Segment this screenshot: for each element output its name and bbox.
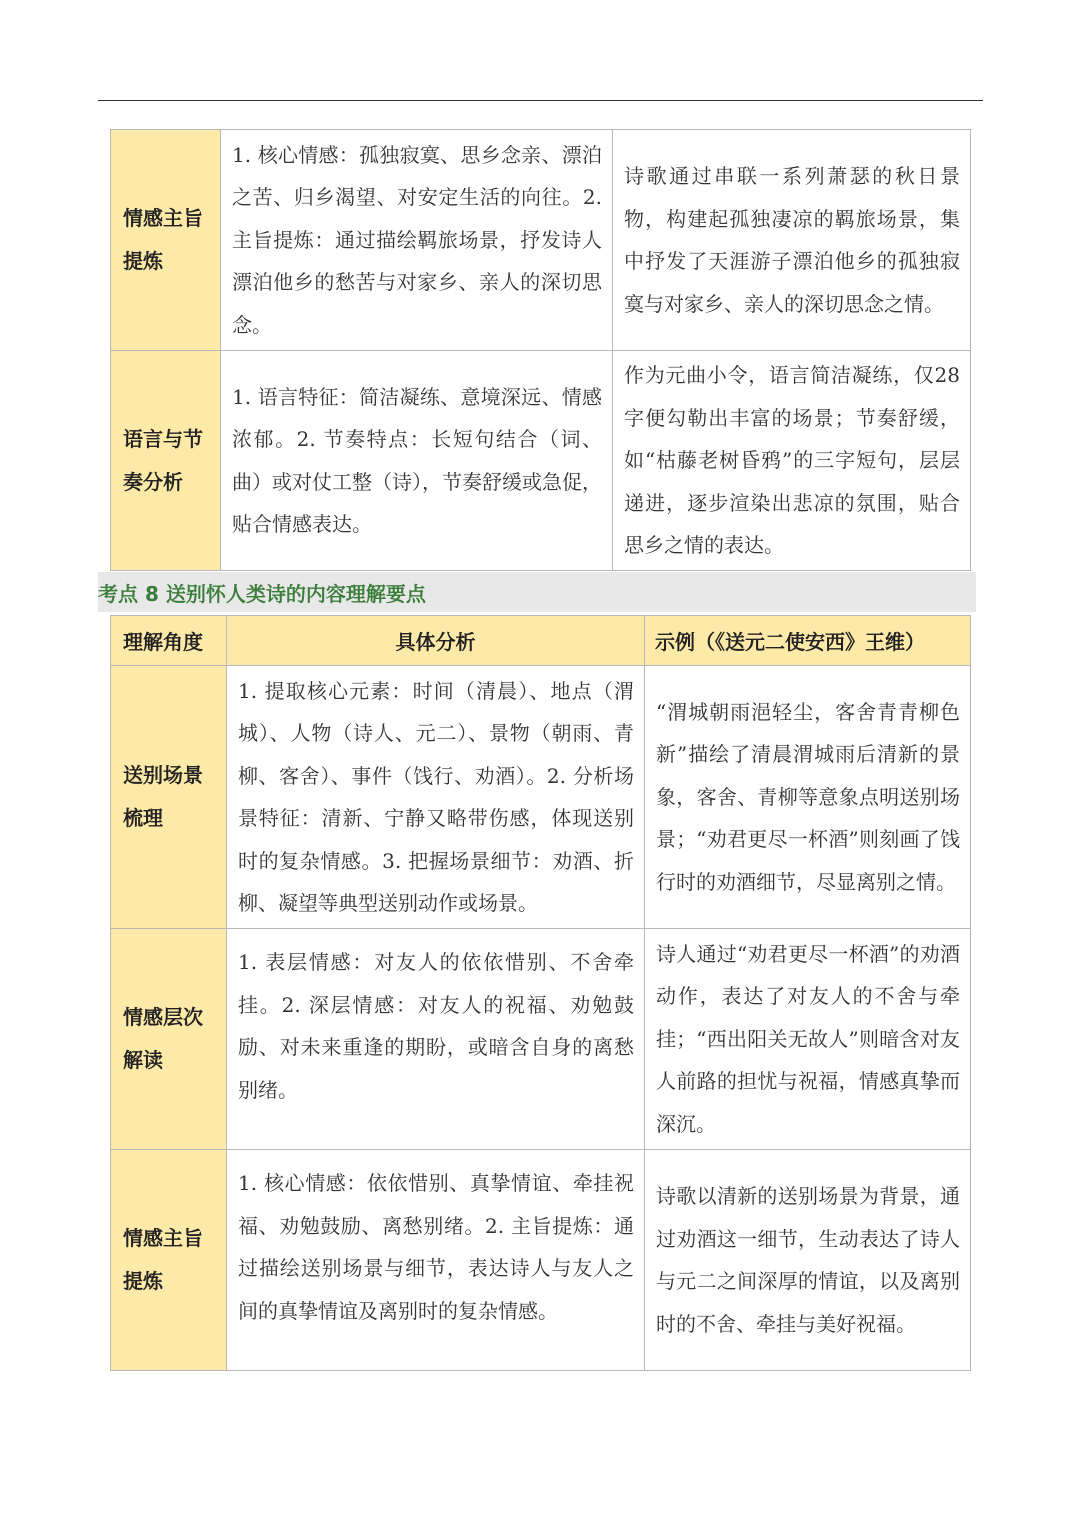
section-title: 考点 8 送别怀人类诗的内容理解要点 xyxy=(98,582,426,606)
table-row xyxy=(111,1150,971,1371)
table-row xyxy=(111,130,971,351)
header-angle: 理解角度 xyxy=(111,616,227,666)
table-row xyxy=(111,351,971,571)
analysis-cell: 1. 表层情感：对友人的依依惜别、不舍牵挂。2. 深层情感：对友人的祝福、劝勉鼓励、对未来重逢的期盼，或暗含自身的离愁别绪。 xyxy=(227,929,645,1150)
top-rule xyxy=(98,100,983,101)
analysis-cell: 1. 语言特征：简洁凝练、意境深远、情感浓郁。2. 节奏特点：长短句结合（词、曲）或对仗工整（诗），节奏舒缓或急促，贴合情感表达。 xyxy=(221,351,613,571)
table-row xyxy=(111,929,971,1150)
row-label: 情感层次解读 xyxy=(111,929,227,1150)
table-header-row xyxy=(111,616,971,666)
example-cell: “渭城朝雨浥轻尘，客舍青青柳色新”描绘了清晨渭城雨后清新的景象，客舍、青柳等意象点明送别场景；“劝君更尽一杯酒”则刻画了饯行时的劝酒细节，尽显离别之情。 xyxy=(645,666,971,929)
row-label: 情感主旨提炼 xyxy=(111,1150,227,1371)
table-row xyxy=(111,666,971,929)
example-cell: 诗歌以清新的送别场景为背景，通过劝酒这一细节，生动表达了诗人与元二之间深厚的情谊，以及离别时的不舍、牵挂与美好祝福。 xyxy=(645,1150,971,1371)
example-cell: 作为元曲小令，语言简洁凝练，仅28字便勾勒出丰富的场景；节奏舒缓，如“枯藤老树昏鸦”的三字短句，层层递进，逐步渲染出悲凉的氛围，贴合思乡之情的表达。 xyxy=(613,351,971,571)
header-example: 示例（《送元二使安西》王维） xyxy=(645,616,971,666)
row-label: 语言与节奏分析 xyxy=(111,351,221,571)
analysis-cell: 1. 提取核心元素：时间（清晨）、地点（渭城）、人物（诗人、元二）、景物（朝雨、青柳、客舍）、事件（饯行、劝酒）。2. 分析场景特征：清新、宁静又略带伤感，体现送别时的复杂情感。3. 把握场景细节：劝酒、折柳、凝望等典型送别动作或场景。 xyxy=(227,666,645,929)
example-cell: 诗歌通过串联一系列萧瑟的秋日景物，构建起孤独凄凉的羁旅场景，集中抒发了天涯游子漂泊他乡的孤独寂寞与对家乡、亲人的深切思念之情。 xyxy=(613,130,971,351)
header-analysis: 具体分析 xyxy=(227,616,645,666)
table-poem-analysis-continued xyxy=(110,129,971,571)
row-label: 送别场景梳理 xyxy=(111,666,227,929)
row-label: 情感主旨提炼 xyxy=(111,130,221,351)
analysis-cell: 1. 核心情感：孤独寂寞、思乡念亲、漂泊之苦、归乡渴望、对安定生活的向往。2. 主旨提炼：通过描绘羁旅场景，抒发诗人漂泊他乡的愁苦与对家乡、亲人的深切思念。 xyxy=(221,130,613,351)
table-farewell-poem-analysis xyxy=(110,615,971,1371)
example-cell: 诗人通过“劝君更尽一杯酒”的劝酒动作，表达了对友人的不舍与牵挂；“西出阳关无故人”则暗含对友人前路的担忧与祝福，情感真挚而深沉。 xyxy=(645,929,971,1150)
analysis-cell: 1. 核心情感：依依惜别、真挚情谊、牵挂祝福、劝勉鼓励、离愁别绪。2. 主旨提炼：通过描绘送别场景与细节，表达诗人与友人之间的真挚情谊及离别时的复杂情感。 xyxy=(227,1150,645,1371)
